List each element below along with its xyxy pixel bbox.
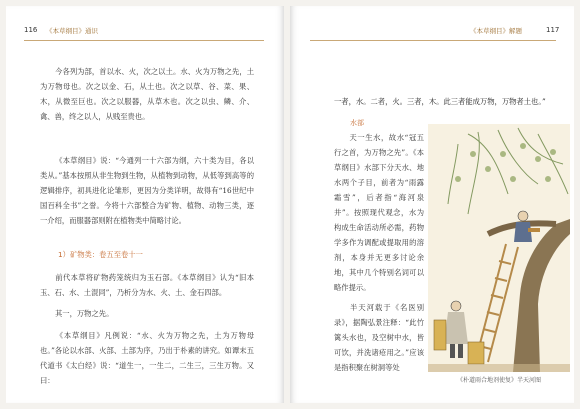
left-running-head: 《本草纲目》通识 — [46, 27, 98, 35]
right-paragraph-2 — [334, 130, 424, 295]
right-paragraph-3 — [334, 300, 424, 375]
left-paragraph-1-text: 今各列为部，首以水、火，次之以土。水、火为万物之先，土为万物母也。次之以金、石，从土也。次之以草、谷、菜、果、木，从微至巨也。次之以服器，从草木也。次之以虫、鳞、介、禽、兽，终之以人，从贱至贵也。 — [40, 67, 254, 121]
section-title-minerals: 1）矿物类：卷五至卷十一 — [58, 250, 143, 259]
right-running-head: 《本草纲目》解题 — [470, 27, 522, 35]
subsection-water: 水部 — [350, 119, 364, 127]
right-header-rule — [310, 40, 556, 41]
left-page-number: 116 — [24, 26, 38, 34]
left-paragraph-5 — [40, 328, 254, 388]
illustration-banxianhe — [428, 124, 570, 372]
figure-caption: 《朴道雨合地剂使复》半天河图 — [456, 377, 541, 384]
right-page — [290, 6, 574, 403]
right-paragraph-3-text: 半天河载于《名医别录》，据陶弘景注释：“此竹篱头水也，及空树中水，皆可饮，并洗诸疮用之。”应该是指积聚在树洞等处 — [334, 303, 424, 372]
left-paragraph-5-text: 《本草纲目》凡例说：“水、火为万物之先，土为万物母也。”各论以水部、火部、土部为序，乃出于朴素的讲究。如谭末五代道书《太白经》说：“道生一，一生二，二生三，三生万物。又曰： — [40, 331, 254, 385]
right-paragraph-2-text: 天一生水，故水“冠五行之首，为万物之先”。《本草纲目》水部下分天水、地水两个子目，前者为“雨露霜雪”，后者指“海河泉井”。按照现代观念，水为构成生命活动所必需，药物学多作为调配或提取用的溶剂，本身并无更多讨论余地，其中几个特别名词可以略作提示。 — [334, 133, 424, 292]
right-page-number: 117 — [546, 26, 560, 34]
right-paragraph-1: 一者，水。二者，火。三者，木。此三者能成万物，万物者土也。” — [334, 97, 546, 106]
left-paragraph-2-text: 《本草纲目》说：“今通列一十六部为纲，六十类为目，各以类从。”基本按照从非生物到生物，从植物到动物，从低等到高等的逻辑排序，初具进化论雏形，更因为分类详明，故得有“16世纪中国百科全书”之誉。今将十六部整合为矿物、植物、动物三类，逐一介绍，而服器部则附在植物类中简略讨论。 — [40, 156, 254, 225]
left-paragraph-3 — [40, 270, 254, 300]
left-paragraph-2 — [40, 153, 254, 228]
left-paragraph-4-text: 其一，万物之先。 — [55, 309, 114, 318]
left-header-rule — [24, 40, 264, 41]
left-paragraph-4 — [40, 306, 254, 321]
left-paragraph-3-text: 前代本草将矿物药笼统归为玉石部。《本草纲目》认为“旧本玉、石、水、土混同”，乃析分为水、火、土、金石四部。 — [40, 273, 254, 297]
left-page — [6, 6, 284, 403]
left-paragraph-1 — [40, 64, 254, 124]
